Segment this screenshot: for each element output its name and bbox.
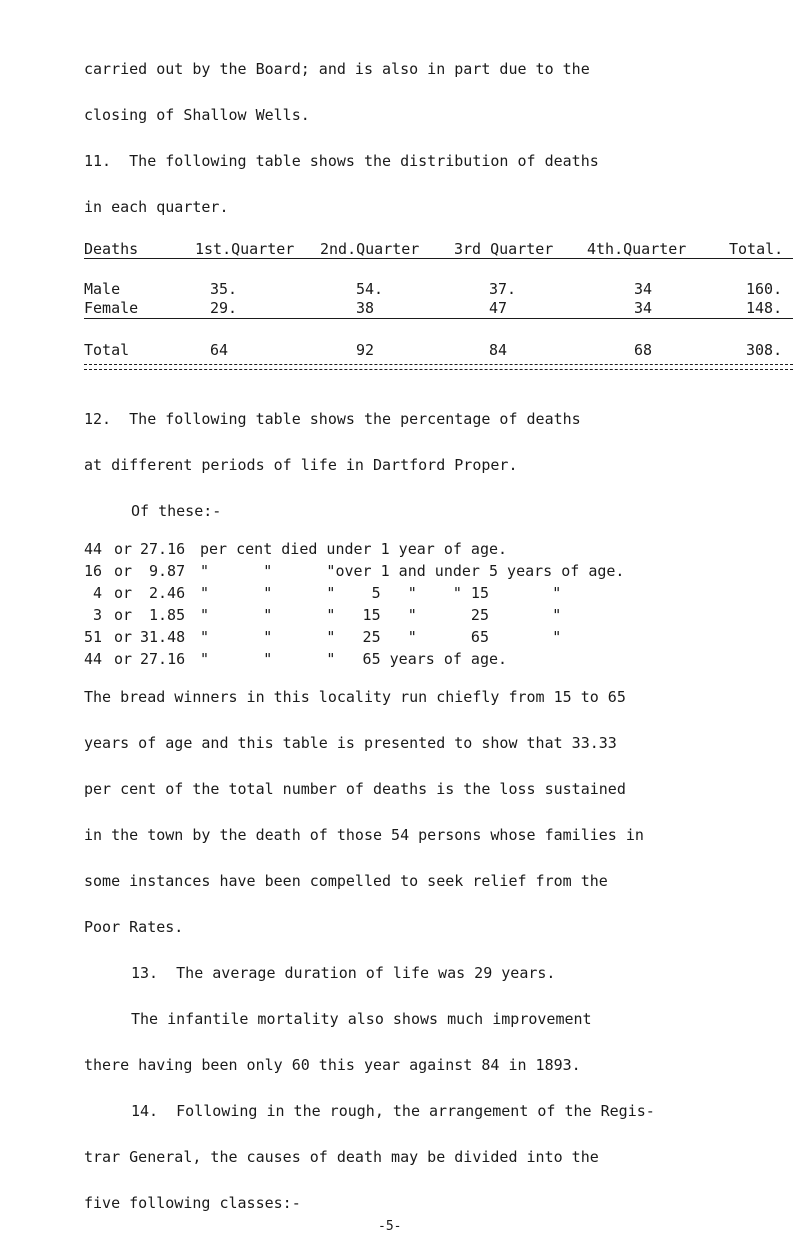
header-deaths: Deaths <box>84 240 139 258</box>
pct-count: 44 <box>84 540 103 558</box>
pct-or: or <box>114 540 133 558</box>
pct-value: 27.16 <box>140 650 186 668</box>
row-female-q3: 47 <box>489 299 508 317</box>
quarter-table <box>84 240 794 380</box>
row-total-q2: 92 <box>356 341 375 359</box>
pct-text: " " " 15 " 25 " <box>200 606 562 624</box>
pct-count: 3 <box>93 606 103 624</box>
row-male-q1: 35. <box>210 280 238 298</box>
header-q2: 2nd.Quarter <box>320 240 420 258</box>
pct-or: or <box>114 584 133 602</box>
row-total-total: 308. <box>746 341 783 359</box>
total-double-rule <box>84 364 793 370</box>
pct-value: 9.87 <box>149 562 186 580</box>
pct-or: or <box>114 628 133 646</box>
pct-count: 51 <box>84 628 103 646</box>
pct-value: 27.16 <box>140 540 186 558</box>
intro-line-2: closing of Shallow Wells. <box>84 106 310 124</box>
para13-line-2: The infantile mortality also shows much improvement <box>131 1010 592 1028</box>
row-female-total: 148. <box>746 299 783 317</box>
header-q3: 3rd Quarter <box>454 240 554 258</box>
para12-line-1: 12. The following table shows the percentage of deaths <box>84 410 581 428</box>
para11-line-1: 11. The following table shows the distribution of deaths <box>84 152 599 170</box>
row-total-label: Total <box>84 341 130 359</box>
pct-count: 44 <box>84 650 103 668</box>
bread-winners-line-6: Poor Rates. <box>84 918 184 936</box>
bread-winners-line-3: per cent of the total number of deaths is the loss sustained <box>84 780 626 798</box>
header-total: Total. <box>729 240 784 258</box>
header-q4: 4th.Quarter <box>587 240 687 258</box>
bread-winners-line-4: in the town by the death of those 54 persons whose families in <box>84 826 644 844</box>
pct-text: " " " 65 years of age. <box>200 650 508 668</box>
bread-winners-line-1: The bread winners in this locality run chiefly from 15 to 65 <box>84 688 626 706</box>
row-male-q3: 37. <box>489 280 517 298</box>
para11-line-2: in each quarter. <box>84 198 229 216</box>
page-number: -5- <box>378 1219 402 1234</box>
row-total-q4: 68 <box>634 341 653 359</box>
of-these: Of these:- <box>131 502 222 520</box>
pct-text: per cent died under 1 year of age. <box>200 540 508 558</box>
pct-or: or <box>114 606 133 624</box>
pct-value: 1.85 <box>149 606 186 624</box>
row-male-q4: 34 <box>634 280 653 298</box>
pct-text: " " " 5 " " 15 " <box>200 584 562 602</box>
para14-line-3: five following classes:- <box>84 1194 301 1212</box>
para13-line-3: there having been only 60 this year against 84 in 1893. <box>84 1056 581 1074</box>
row-female-q2: 38 <box>356 299 375 317</box>
pct-text: " " " 25 " 65 " <box>200 628 562 646</box>
pct-or: or <box>114 562 133 580</box>
row-male-q2: 54. <box>356 280 384 298</box>
para14-line-1: 14. Following in the rough, the arrangement of the Regis- <box>131 1102 655 1120</box>
row-male-label: Male <box>84 280 121 298</box>
pct-text: " " "over 1 and under 5 years of age. <box>200 562 625 580</box>
row-female-q1: 29. <box>210 299 238 317</box>
bread-winners-line-5: some instances have been compelled to seek relief from the <box>84 872 608 890</box>
row-total-q1: 64 <box>210 341 229 359</box>
pct-value: 31.48 <box>140 628 186 646</box>
bread-winners-line-2: years of age and this table is presented to show that 33.33 <box>84 734 617 752</box>
header-q1: 1st.Quarter <box>195 240 295 258</box>
subtotal-rule <box>84 318 793 319</box>
para14-line-2: trar General, the causes of death may be divided into the <box>84 1148 599 1166</box>
row-total-q3: 84 <box>489 341 508 359</box>
row-female-label: Female <box>84 299 139 317</box>
para12-line-2: at different periods of life in Dartford Proper. <box>84 456 518 474</box>
pct-count: 16 <box>84 562 103 580</box>
header-underline <box>84 258 793 259</box>
row-female-q4: 34 <box>634 299 653 317</box>
pct-value: 2.46 <box>149 584 186 602</box>
pct-or: or <box>114 650 133 668</box>
para13-line-1: 13. The average duration of life was 29 years. <box>131 964 556 982</box>
row-male-total: 160. <box>746 280 783 298</box>
intro-line-1: carried out by the Board; and is also in part due to the <box>84 60 590 78</box>
pct-count: 4 <box>93 584 103 602</box>
